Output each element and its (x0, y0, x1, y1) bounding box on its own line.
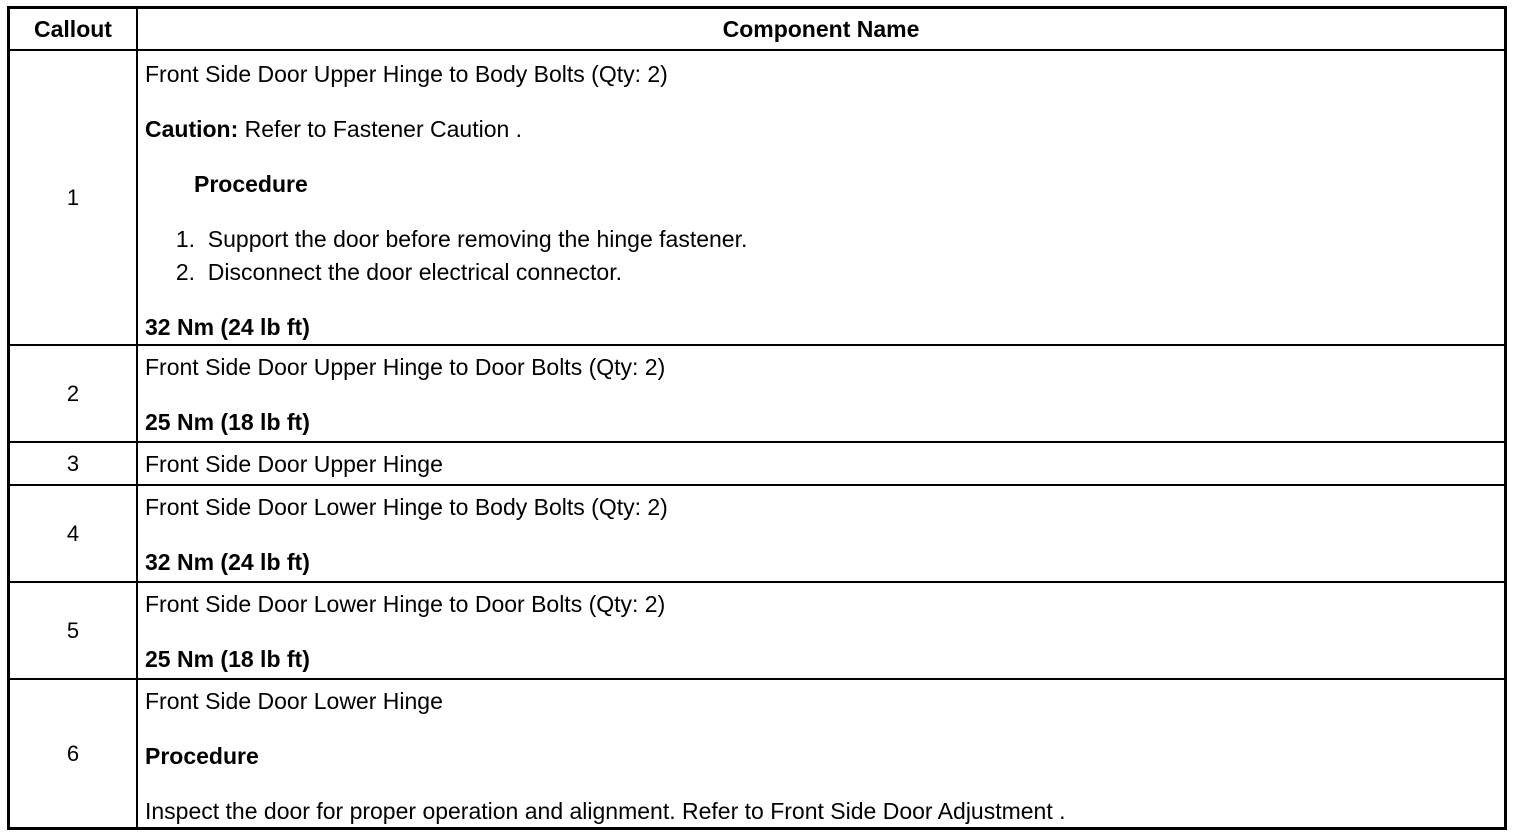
procedure-note: Inspect the door for proper operation and alignment. Refer to Front Side Door Adjustment . (145, 798, 1066, 824)
caution-text: Refer to Fastener Caution . (238, 116, 523, 142)
table-row (10, 441, 1504, 484)
table-row (10, 678, 1504, 827)
table-row (10, 581, 1504, 678)
callout-cell: 4 (10, 486, 138, 581)
component-name: Front Side Door Lower Hinge to Door Bolts (Qty: 2) (145, 591, 666, 617)
component-cell (138, 680, 1504, 827)
procedure-heading: Procedure (145, 743, 259, 769)
procedure-step (145, 259, 622, 285)
step-number: 1. (175, 226, 195, 252)
torque-spec: 25 Nm (18 lb ft) (145, 646, 310, 672)
component-cell (138, 51, 1504, 344)
component-name: Front Side Door Lower Hinge to Body Bolts (Qty: 2) (145, 494, 668, 520)
component-name: Front Side Door Upper Hinge to Body Bolts (Qty: 2) (145, 61, 668, 87)
table-row (10, 344, 1504, 441)
component-cell (138, 583, 1504, 678)
procedure-step (145, 226, 747, 252)
table-row (10, 49, 1504, 344)
torque-spec: 25 Nm (18 lb ft) (145, 409, 310, 435)
component-name: Front Side Door Lower Hinge (145, 688, 443, 714)
callout-header: Callout (10, 9, 138, 49)
component-cell (138, 346, 1504, 441)
step-text: Disconnect the door electrical connector. (207, 259, 623, 285)
callout-cell: 3 (10, 443, 138, 484)
callout-cell: 5 (10, 583, 138, 678)
component-cell (138, 486, 1504, 581)
torque-spec: 32 Nm (24 lb ft) (145, 549, 310, 575)
procedure-heading: Procedure (194, 171, 308, 197)
callout-cell: 2 (10, 346, 138, 441)
step-text: Support the door before removing the hinge fastener. (207, 226, 748, 252)
component-cell (138, 443, 1504, 484)
torque-spec: 32 Nm (24 lb ft) (145, 314, 310, 340)
component-name: Front Side Door Upper Hinge to Door Bolts (Qty: 2) (145, 354, 666, 380)
component-name-header: Component Name (722, 15, 920, 42)
caution-line (145, 116, 522, 142)
callout-cell: 1 (10, 51, 138, 344)
step-number: 2. (175, 259, 195, 285)
table-header-row (10, 9, 1504, 49)
callout-cell: 6 (10, 680, 138, 827)
caution-label: Caution: (145, 116, 239, 142)
table-row (10, 484, 1504, 581)
component-table (7, 6, 1507, 830)
component-name: Front Side Door Upper Hinge (145, 451, 443, 477)
